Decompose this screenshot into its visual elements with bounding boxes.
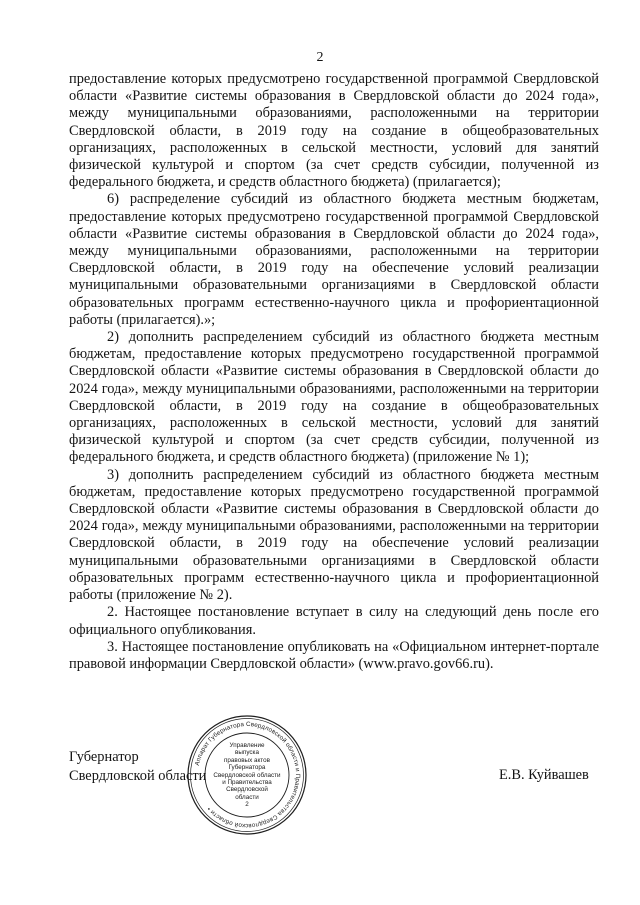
paragraph-continuation: предоставление которых предусмотрено государственной программой Свердловской области «Развитие системы образования в Свердловской области до 2024 года», между муниципальными образованиями, расположенными на территории Свердловской области, в 2019 году на создание в общеобразовательных организациях, расположенных в сельской местности, условий для занятий физической культурой и спортом (за счет средств субсидии, полученной из федерального бюджета, и средств областного бюджета) (прилагается); xyxy=(69,71,599,191)
page-number: 2 xyxy=(316,50,324,65)
paragraph-publication: 3. Настоящее постановление опубликовать на «Официальном интернет-портале правовой информации Свердловской области» (www.pravo.gov66.ru). xyxy=(69,638,599,672)
paragraph-amendment-2: 2) дополнить распределением субсидий из областного бюджета местным бюджетам, предоставление которых предусмотрено государственной программой Свердловской области «Развитие системы образования в Свердловской области до 2024 года», между муниципальными образованиями, расположенными на территории Свердловской области, в 2019 году на создание в общеобразовательных организациях, расположенных в сельской местности, условий для занятий физической культурой и спортом (за счет средств субсидии, полученной из федерального бюджета, и средств областного бюджета) (приложение № 1); xyxy=(69,329,599,466)
document-body xyxy=(69,71,599,673)
paragraph-amendment-3: 3) дополнить распределением субсидий из областного бюджета местным бюджетам, предоставление которых предусмотрено государственной программой Свердловской области «Развитие системы образования в Свердловской области до 2024 года», между муниципальными образованиями, расположенными на территории Свердловской области, в 2019 году на обеспечение условий реализации муниципальными образовательными организациями в Свердловской области образовательных программ естественно-научного цикла и профориентационной работы (приложение № 2). xyxy=(69,466,599,604)
paragraph-item-6: 6) распределение субсидий из областного бюджета местным бюджетам, предоставление которых предусмотрено государственной программой Свердловской области «Развитие системы образования в Свердловской области до 2024 года», между муниципальными образованиями, расположенными на территории Свердловской области, в 2019 году на обеспечение условий реализации муниципальными образовательными организациями в Свердловской области образовательных программ естественно-научного цикла и профориентационной работы (прилагается).»; xyxy=(69,191,599,328)
signatory-title: Губернатор xyxy=(69,749,139,765)
signatory-name: Е.В. Куйвашев xyxy=(499,767,589,783)
paragraph-effective-date: 2. Настоящее постановление вступает в силу на следующий день после его официального опубликования. xyxy=(69,604,599,638)
official-stamp xyxy=(186,714,308,836)
signatory-region: Свердловской области xyxy=(69,768,207,784)
svg-text:Аппарат Губернатора Свердловск: Аппарат Губернатора Свердловской области и Правительства Свердловской области • xyxy=(193,720,302,830)
stamp-center-text: Управление выпуска правовых актов Губернатора Свердловской области и Правительства Свердловской области 2 xyxy=(213,742,281,809)
